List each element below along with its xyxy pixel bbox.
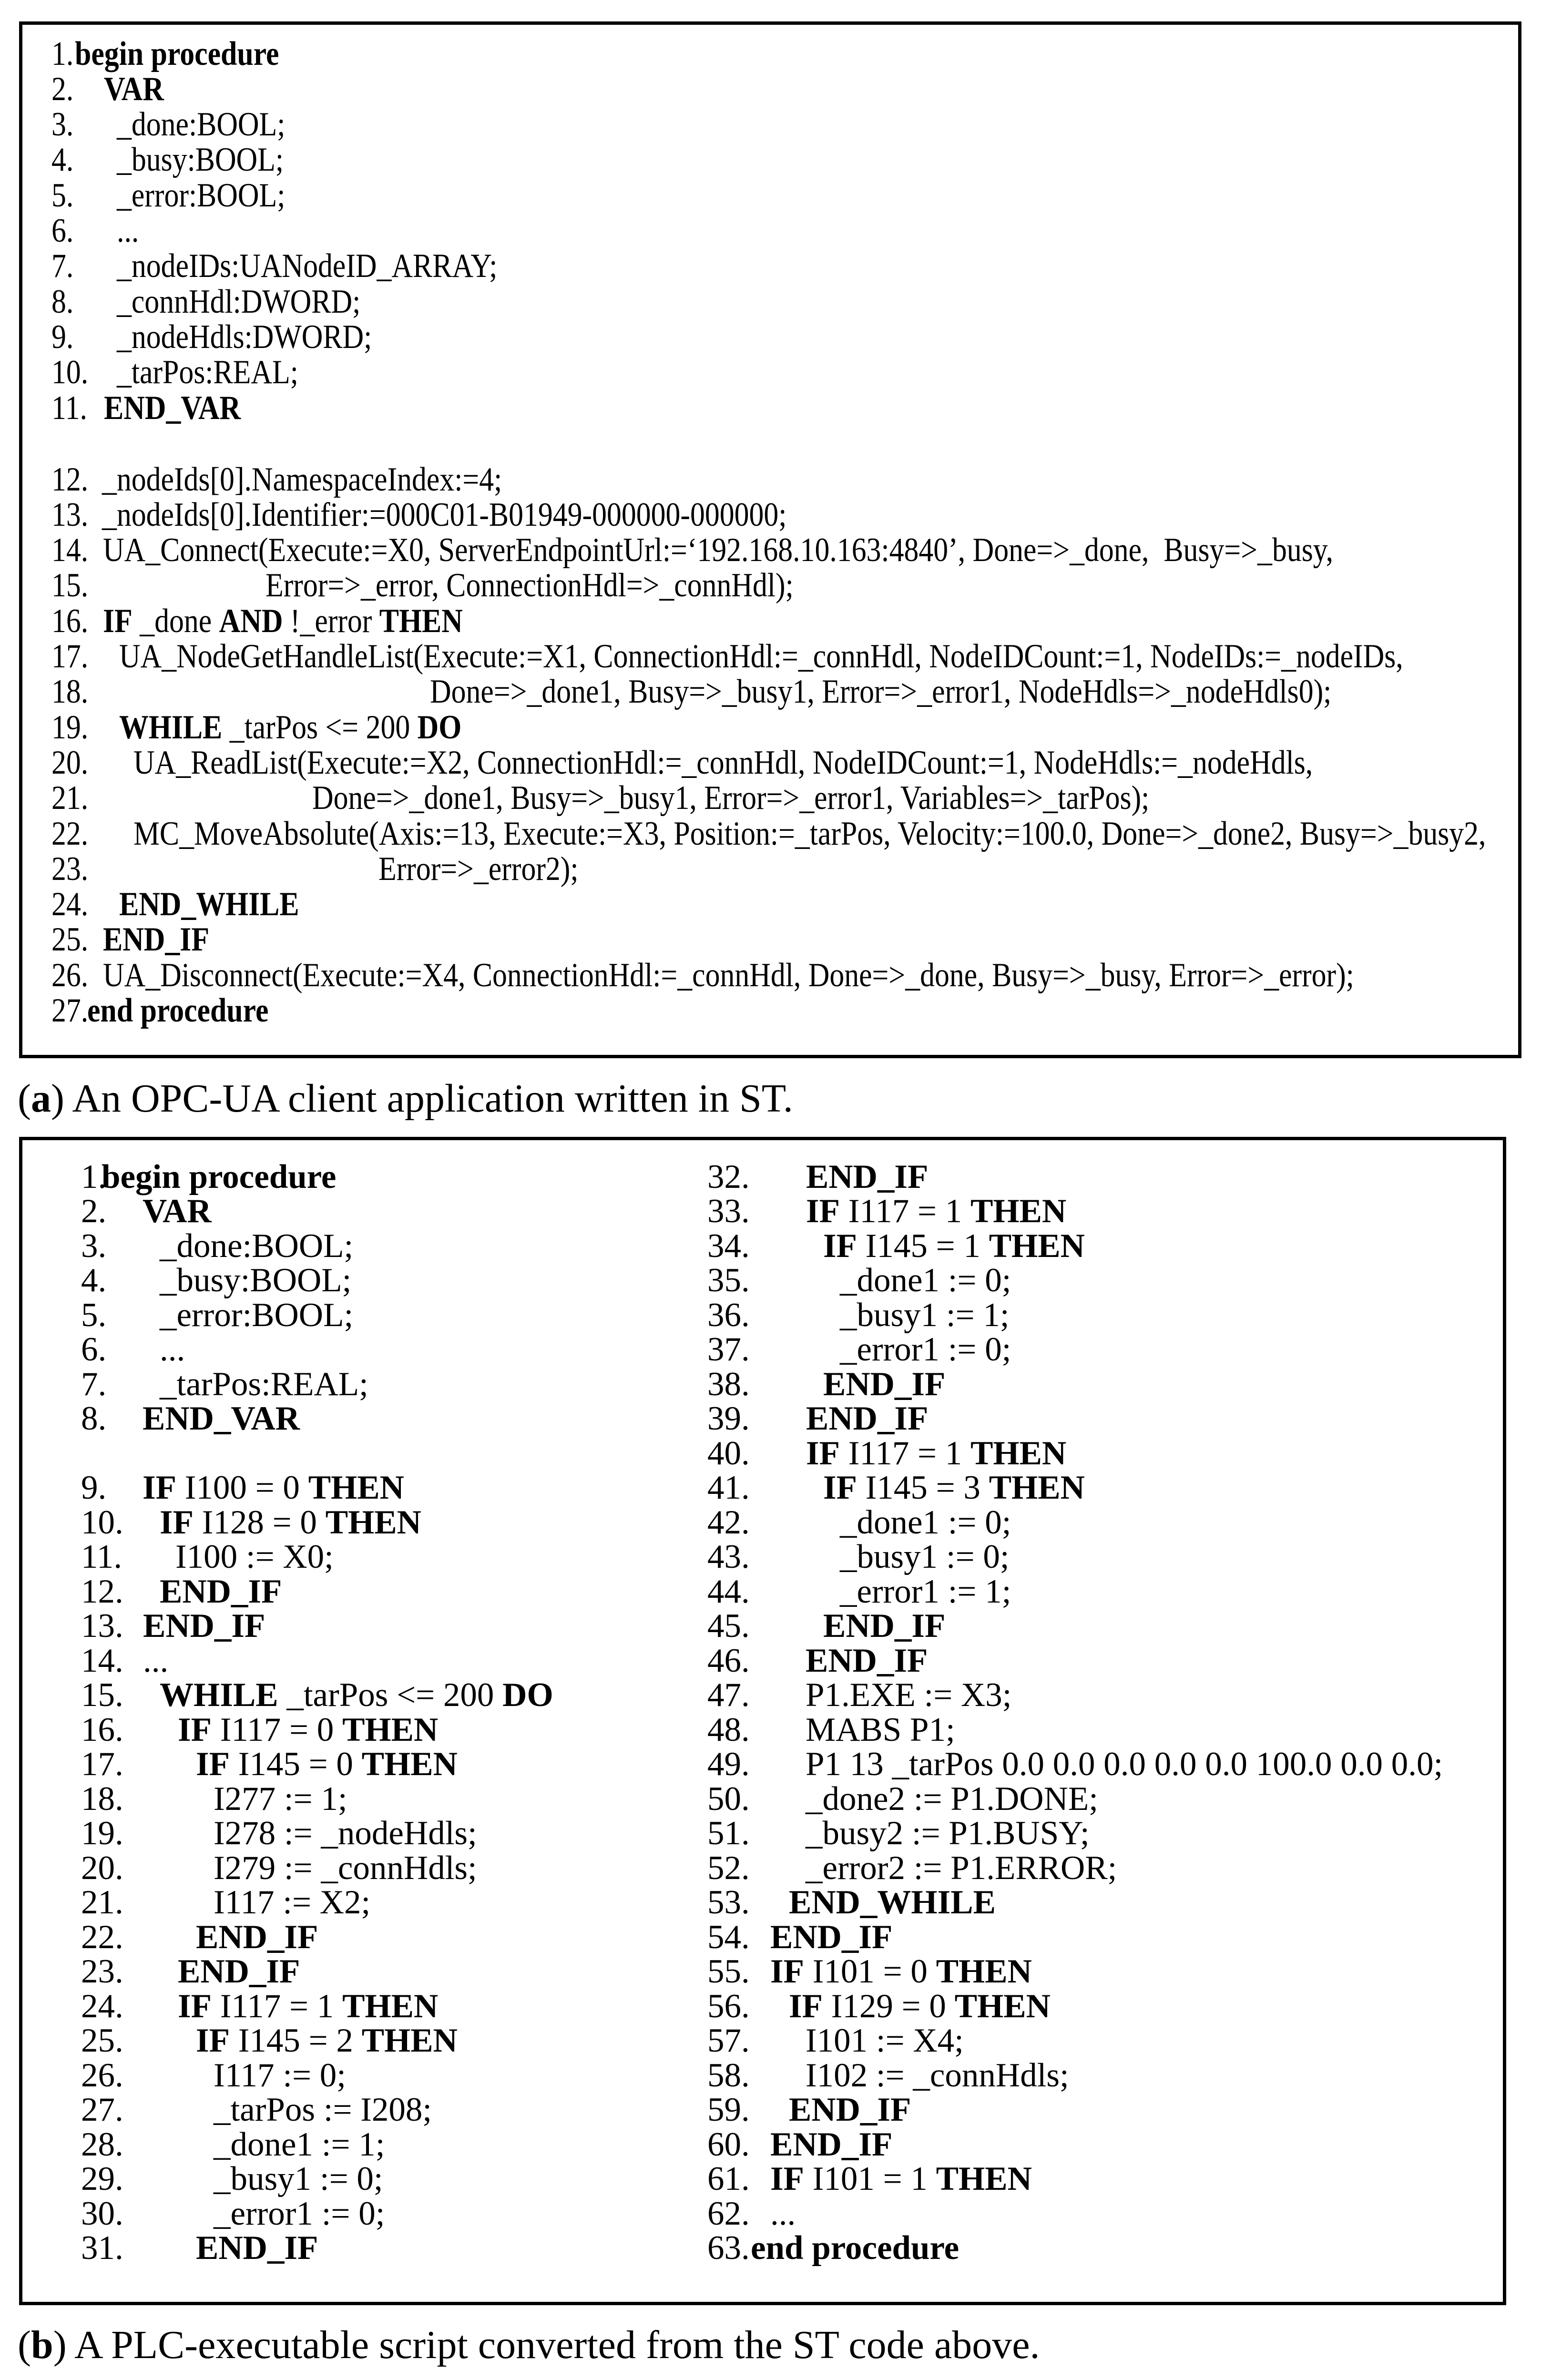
line-number: 19. [51,708,89,746]
line-code [789,1886,996,1920]
line-number: 62. [707,2195,750,2232]
line-code: I278 := _nodeHdls; [214,1815,477,1852]
keyword: WHILE [119,708,223,746]
line-number: 14. [51,531,89,569]
line-code: WHILE _tarPos <= 200 DO [160,1676,553,1714]
line-number: 4. [51,141,74,179]
line-code: ... [143,1642,169,1679]
keyword: IF [143,1469,176,1506]
line-code: UA_Disconnect(Execute:=X4, ConnectionHdl:=_connHdl, Done=>_done, Busy=>_busy, Error=>_error); [103,956,1354,994]
line-code: _busy1 := 0; [840,1538,1010,1575]
line-number: 34. [707,1227,750,1265]
line-number: 6. [81,1331,107,1368]
line-code: _done:BOOL; [117,106,286,143]
line-number: 13. [81,1607,123,1645]
line-number: 32. [707,1158,750,1195]
line-number: 15. [81,1676,123,1714]
line-number: 38. [707,1365,750,1403]
line-number: 5. [51,176,74,214]
keyword: END_IF [770,1918,893,1956]
line-code: IF I117 = 1 THEN [178,1987,439,2025]
line-number: 12. [51,460,89,498]
line-code: _done:BOOL; [160,1227,354,1265]
line-number: 11. [81,1538,122,1575]
keyword: END_IF [178,1953,300,1990]
caption-open-paren: ( [18,1076,31,1121]
line-code [160,1575,282,1609]
line-number: 26. [51,956,89,994]
line-number: 3. [51,106,74,143]
line-number: 10. [51,354,89,391]
line-code: _tarPos:REAL; [160,1365,368,1403]
keyword: THEN [361,1746,458,1783]
line-number: 33. [707,1193,750,1230]
line-number: 60. [707,2125,750,2163]
keyword: IF [196,2022,230,2059]
line-number: 9. [81,1469,107,1506]
line-code [823,1609,945,1643]
line-number: 40. [707,1434,750,1472]
line-number: 35. [707,1262,750,1299]
keyword: END_VAR [104,389,241,427]
line-number: 13. [51,496,89,533]
line-code [770,2125,893,2163]
caption-open-paren: ( [18,2323,31,2367]
line-code: _connHdl:DWORD; [117,283,361,320]
line-code: IF I100 = 0 THEN [143,1469,404,1506]
line-code [87,994,268,1028]
line-code: _done1 := 0; [840,1503,1011,1541]
line-code: Done=>_done1, Busy=>_busy1, Error=>_error1, NodeHdls=>_nodeHdls0); [430,673,1332,711]
line-number: 45. [707,1607,750,1645]
line-number: 17. [51,638,89,675]
line-number: 29. [81,2160,123,2197]
line-code: UA_NodeGetHandleList(Execute:=X1, ConnectionHdl:=_connHdl, NodeIDCount:=1, NodeIDs:=_nodeIDs, [119,638,1403,675]
line-code [823,1365,946,1403]
keyword: THEN [970,1193,1067,1230]
keyword: END_WHILE [119,886,299,923]
line-number: 47. [707,1676,750,1714]
line-code [143,1402,300,1436]
line-code: IF I117 = 1 THEN [806,1193,1067,1230]
line-number: 52. [707,1849,750,1887]
line-code: P1.EXE := X3; [806,1676,1012,1714]
line-code: _error:BOOL; [117,176,286,214]
line-number: 46. [707,1642,750,1679]
line-code [104,391,241,425]
keyword: IF [823,1227,857,1265]
line-code: _busy:BOOL; [160,1262,352,1299]
line-number: 23. [51,850,89,888]
keyword: END_IF [770,2125,893,2163]
line-number: 12. [81,1573,123,1610]
line-code: _busy:BOOL; [117,141,284,179]
line-code: _done1 := 1; [214,2125,385,2163]
line-code: IF I145 = 3 THEN [823,1469,1085,1506]
line-code: IF I101 = 0 THEN [770,1953,1032,1990]
keyword: END_IF [806,1400,929,1437]
line-number: 14. [81,1642,123,1679]
keyword: IF [789,1987,823,2025]
line-number: 31. [81,2229,123,2267]
line-code: _nodeHdls:DWORD; [117,318,372,356]
line-code: I102 := _connHdls; [806,2056,1069,2094]
keyword: IF [770,2160,804,2197]
keyword: END_IF [789,2091,911,2128]
keyword: END_IF [196,1918,318,1956]
keyword: THEN [325,1503,421,1541]
line-number: 49. [707,1746,750,1783]
keyword: VAR [104,70,164,108]
keyword: IF [823,1469,857,1506]
line-number: 7. [51,247,74,285]
line-code [770,1920,892,1954]
line-code [103,923,209,957]
line-code: Error=>_error, ConnectionHdl=>_connHdl); [265,567,794,604]
keyword: END_WHILE [789,1884,996,1921]
line-number: 24. [51,886,89,923]
keyword: END_IF [823,1365,946,1403]
line-code: MABS P1; [806,1711,955,1748]
line-number: 18. [51,673,89,711]
line-code: IF I101 = 1 THEN [770,2160,1032,2197]
line-code [102,1160,336,1194]
line-code: P1 13 _tarPos 0.0 0.0 0.0 0.0 0.0 100.0 0.0 0.0; [806,1746,1443,1783]
line-code [119,888,299,921]
keyword: DO [417,708,462,746]
line-code: I117 := X2; [214,1884,371,1921]
line-number: 24. [81,1987,123,2025]
line-code: UA_Connect(Execute:=X0, ServerEndpointUrl:=‘192.168.10.163:4840’, Done=>_done, Busy=>_busy, [103,531,1334,569]
line-code: IF I129 = 0 THEN [789,1987,1051,2025]
line-number: 59. [707,2091,750,2128]
line-code [196,2231,318,2265]
line-code: I100 := X0; [175,1538,334,1575]
keyword: END_VAR [143,1400,300,1437]
line-number: 36. [707,1296,750,1334]
keyword: IF [196,1746,230,1783]
line-number: 2. [51,70,74,108]
line-code: _done1 := 0; [840,1262,1011,1299]
line-code [806,1160,928,1194]
line-number: 39. [707,1400,750,1437]
line-number: 19. [81,1815,123,1852]
line-code: UA_ReadList(Execute:=X2, ConnectionHdl:=_connHdl, NodeIDCount:=1, NodeHdls:=_nodeHdls, [133,744,1313,781]
line-code: Done=>_done1, Busy=>_busy1, Error=>_error1, Variables=>_tarPos); [312,779,1150,817]
keyword: end procedure [87,992,269,1029]
caption-a [18,1076,793,1121]
line-number: 20. [81,1849,123,1887]
line-code: I279 := _connHdls; [214,1849,477,1887]
line-number: 27. [51,992,89,1029]
keyword: THEN [342,1987,439,2025]
keyword: END_IF [806,1158,929,1195]
line-code: _tarPos:REAL; [117,354,298,391]
line-number: 8. [51,283,74,320]
keyword: IF [770,1953,804,1990]
line-code: _nodeIDs:UANodeID_ARRAY; [117,247,498,285]
line-code: _error1 := 0; [214,2195,385,2232]
line-code: Error=>_error2); [378,850,579,888]
line-number: 21. [81,1884,123,1921]
line-number: 48. [707,1711,750,1748]
line-number: 9. [51,318,74,356]
line-code: IF I145 = 2 THEN [196,2022,458,2059]
line-number: 3. [81,1227,107,1265]
line-code [143,1609,265,1643]
line-number: 20. [51,744,89,781]
keyword: begin procedure [102,1158,337,1195]
keyword: END_IF [196,2229,318,2267]
line-number: 1. [81,1158,107,1195]
line-number: 28. [81,2125,123,2163]
line-number: 44. [707,1573,750,1610]
line-number: 4. [81,1262,107,1299]
line-code: _done2 := P1.DONE; [806,1780,1098,1818]
keyword: IF [806,1193,840,1230]
line-number: 16. [51,602,89,640]
line-code: ... [117,212,139,249]
caption-label: a [31,1076,51,1121]
line-code: _error1 := 1; [840,1573,1011,1610]
line-number: 21. [51,779,89,817]
keyword: AND [219,602,283,640]
line-number: 7. [81,1365,107,1403]
line-number: 63. [707,2229,750,2267]
keyword: END_IF [160,1573,282,1610]
line-code: IF I117 = 0 THEN [178,1711,439,1748]
line-number: 57. [707,2022,750,2059]
line-code: IF _done AND !_error THEN [103,602,463,640]
line-number: 22. [81,1918,123,1956]
code-listing-box-b [19,1137,1506,2305]
keyword: WHILE [160,1676,278,1714]
line-number: 58. [707,2056,750,2094]
keyword: end procedure [751,2229,959,2267]
line-code: ... [160,1331,185,1368]
keyword: IF [806,1434,840,1472]
line-number: 1. [51,35,74,72]
line-number: 18. [81,1780,123,1818]
line-code [789,2093,911,2127]
keyword: IF [160,1503,194,1541]
line-code: _busy2 := P1.BUSY; [806,1815,1090,1852]
line-code: I117 := 0; [214,2056,347,2094]
line-code: _busy1 := 0; [214,2160,383,2197]
line-number: 51. [707,1815,750,1852]
line-code: IF I128 = 0 THEN [160,1503,421,1541]
line-number: 54. [707,1918,750,1956]
line-code: _busy1 := 1; [840,1296,1010,1334]
line-number: 17. [81,1746,123,1783]
line-code: _error:BOOL; [160,1296,354,1334]
keyword: THEN [989,1469,1085,1506]
line-code: MC_MoveAbsolute(Axis:=13, Execute:=X3, Position:=_tarPos, Velocity:=100.0, Done=>_done2, Busy=>_busy2, [133,815,1486,852]
line-number: 8. [81,1400,107,1437]
line-number: 26. [81,2056,123,2094]
line-code [751,2231,959,2265]
line-code: _tarPos := I208; [214,2091,432,2128]
keyword: IF [178,1987,212,2025]
keyword: THEN [989,1227,1085,1265]
line-code [806,1644,928,1678]
line-number: 5. [81,1296,107,1334]
keyword: THEN [954,1987,1051,2025]
keyword: THEN [379,602,463,640]
line-code [104,72,164,106]
keyword: END_IF [823,1607,946,1645]
keyword: begin procedure [75,35,279,72]
keyword: END_IF [806,1642,928,1679]
line-number: 25. [51,921,89,959]
keyword: DO [502,1676,553,1714]
line-number: 6. [51,212,74,249]
line-code: I101 := X4; [806,2022,964,2059]
line-code: IF I117 = 1 THEN [806,1434,1067,1472]
line-number: 61. [707,2160,750,2197]
keyword: END_IF [103,921,210,959]
keyword: THEN [936,2160,1032,2197]
code-listing-box-a [19,21,1521,1058]
line-number: 27. [81,2091,123,2128]
caption-label: b [31,2323,53,2367]
caption-text: ) A PLC-executable script converted from the ST code above. [53,2323,1040,2367]
keyword: IF [178,1711,212,1748]
line-code: I277 := 1; [214,1780,347,1818]
line-number: 22. [51,815,89,852]
keyword: THEN [342,1711,439,1748]
keyword: END_IF [143,1607,265,1645]
line-number: 30. [81,2195,123,2232]
line-code [178,1955,300,1989]
line-code: IF I145 = 1 THEN [823,1227,1085,1265]
line-number: 16. [81,1711,123,1748]
line-number: 55. [707,1953,750,1990]
line-code: IF I145 = 0 THEN [196,1746,458,1783]
line-code [75,37,279,71]
line-code: ... [770,2195,796,2232]
line-code: _error2 := P1.ERROR; [806,1849,1117,1887]
line-number: 15. [51,567,89,604]
caption-text: ) An OPC-UA client application written in ST. [51,1076,793,1121]
line-code: WHILE _tarPos <= 200 DO [119,708,462,746]
line-code: _error1 := 0; [840,1331,1011,1368]
keyword: THEN [970,1434,1067,1472]
line-code: _nodeIds[0].Identifier:=000C01-B01949-000000-000000; [102,496,787,533]
line-code [806,1402,928,1436]
line-number: 2. [81,1193,107,1230]
line-number: 37. [707,1331,750,1368]
line-code: _nodeIds[0].NamespaceIndex:=4; [102,460,502,498]
caption-b [18,2325,1040,2365]
line-number: 41. [707,1469,750,1506]
line-number: 50. [707,1780,750,1818]
line-code [196,1920,318,1954]
line-number: 42. [707,1503,750,1541]
keyword: THEN [936,1953,1032,1990]
line-number: 53. [707,1884,750,1921]
keyword: THEN [308,1469,404,1506]
keyword: VAR [143,1193,212,1230]
keyword: THEN [361,2022,458,2059]
line-number: 23. [81,1953,123,1990]
keyword: IF [103,602,133,640]
line-code [143,1195,212,1228]
line-number: 10. [81,1503,123,1541]
line-number: 11. [51,389,87,427]
line-number: 25. [81,2022,123,2059]
line-number: 43. [707,1538,750,1575]
line-number: 56. [707,1987,750,2025]
